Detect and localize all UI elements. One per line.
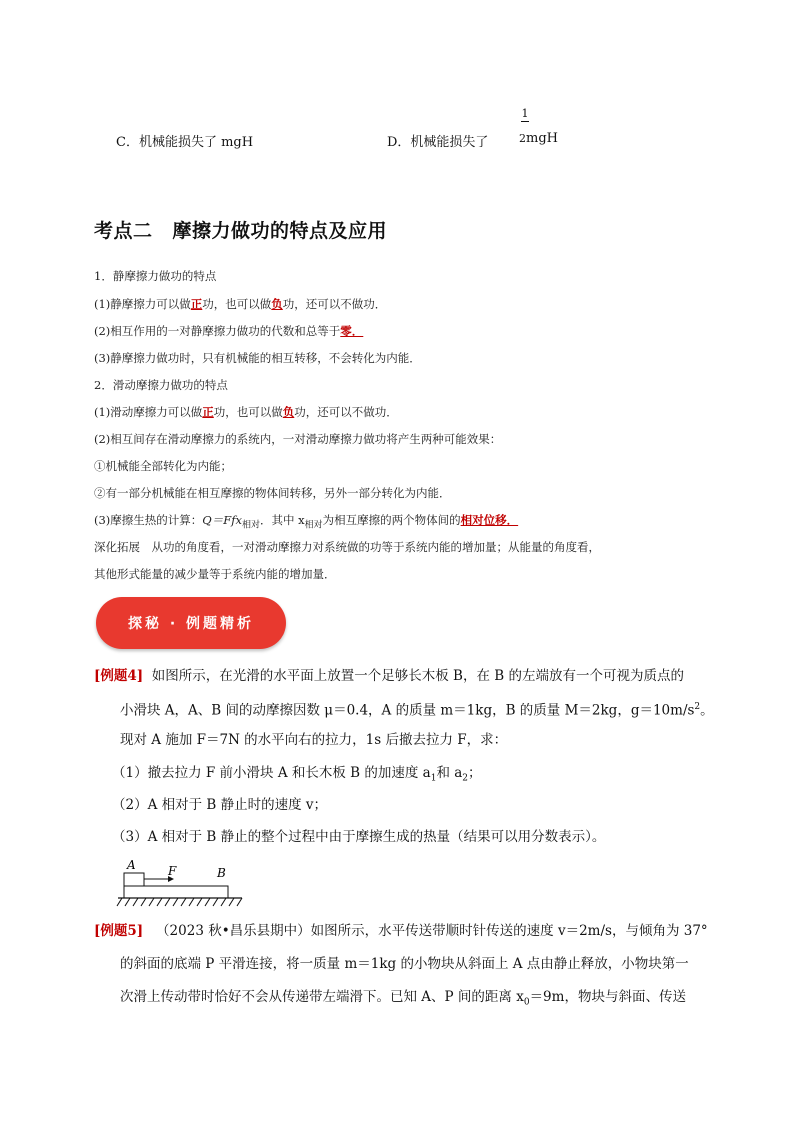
example4-tag: [例题4]: [94, 668, 144, 684]
board-b: [124, 886, 228, 898]
extension-line-2: 其他形式能量的减少量等于系统内能的增加量．: [94, 567, 336, 581]
option-d-suffix: [519, 131, 558, 146]
option-d-mgh: mgH: [526, 131, 558, 146]
answer-zero: 零．: [340, 324, 364, 338]
answer-negative-2: 负: [282, 405, 295, 419]
example4-line3: 现对 A 施加 F＝7N 的水平向右的拉力，1s 后撤去拉力 F，求：: [120, 732, 508, 748]
fraction-numerator: 1: [521, 107, 529, 120]
point-static-1: (1)静摩擦力可以做正功，也可以做负功，还可以不做功．: [94, 297, 387, 311]
point-static-3: (3)静摩擦力做功时，只有机械能的相互转移，不会转化为内能．: [94, 351, 421, 365]
answer-negative: 负: [271, 297, 283, 311]
point-kinetic-2-2: ②有一部分机械能在相互摩擦的物体间转移，另外一部分转化为内能．: [94, 486, 451, 500]
fraction-denominator: 2: [519, 132, 526, 145]
point-kinetic-3: (3)摩擦生热的计算：Q＝Ffx$_{相对}$．其中 $x_{相对}$为相互摩擦的两个物体间的相对位移．: [94, 513, 519, 531]
option-c: C．机械能损失了 mgH: [116, 135, 254, 150]
example4-question2: （2）A 相对于 B 静止时的速度 v；: [112, 797, 328, 813]
example4-line2: 小滑块 A，A、B 间的动摩擦因数 μ＝0.4，A 的质量 m＝1kg，B 的质量 M＝2kg，$g=10m/s^2$。: [120, 702, 714, 719]
section-prefix: 考点二: [94, 220, 153, 242]
ground-hatching: [117, 898, 242, 906]
option-d: [387, 131, 488, 150]
banner-label: 探秘 · 例题精析: [127, 616, 255, 632]
label-a: A: [127, 858, 136, 872]
point-heading-2: 2．滑动摩擦力做功的特点: [94, 378, 228, 392]
answer-relative-displacement: 相对位移．: [460, 513, 519, 527]
example5-tag: [例题5]: [94, 923, 144, 939]
point-kinetic-2: (2)相互间存在滑动摩擦力的系统内，一对滑动摩擦力做功将产生两种可能效果：: [94, 432, 502, 446]
point-heading-1: 1．静摩擦力做功的特点: [94, 269, 217, 283]
example5-line3: 次滑上传动带时恰好不会从传递带左端滑下。已知 A、P 间的距离 $x_0=9m$，物块与斜面、传送: [120, 989, 686, 1008]
section-heading: 摩擦力做功的特点及应用: [172, 220, 388, 242]
label-f: F: [168, 864, 177, 878]
example4-line1: [例题4] 如图所示，在光滑的水平面上放置一个足够长木板 B，在 B 的左端放有一个可视为质点的: [94, 668, 684, 684]
option-d-label: D．机械能损失了: [387, 135, 489, 150]
example4-question3: （3）A 相对于 B 静止的整个过程中由于摩擦生成的热量（结果可以用分数表示）。: [112, 829, 606, 845]
answer-positive: 正: [190, 297, 203, 311]
answer-positive-2: 正: [202, 405, 214, 419]
example5-line1: [例题5] （2023 秋•昌乐县期中）如图所示，水平传送带顺时针传送的速度 v＝2m/s，与倾角为 37°: [94, 923, 708, 939]
label-b: B: [217, 866, 226, 880]
example4-question1: （1）撤去拉力 F 前小滑块 A 和长木板 B 的加速度 $a_1$和 $a_2$；: [112, 765, 482, 784]
point-kinetic-2-1: ①机械能全部转化为内能；: [94, 459, 232, 473]
block-a: [124, 873, 144, 886]
section-title: [94, 216, 387, 243]
fraction-one-half: [518, 108, 532, 122]
heat-formula: Q＝Ffx: [202, 513, 242, 527]
block-board-figure: [110, 855, 250, 910]
example5-line2: 的斜面的底端 P 平滑连接，将一质量 m＝1kg 的小物块从斜面上 A 点由静止释放，小物块第一: [120, 956, 689, 972]
point-static-2: (2)相互作用的一对静摩擦力做功的代数和总等于零．: [94, 324, 364, 338]
point-kinetic-1: (1)滑动摩擦力可以做正功，也可以做负功，还可以不做功．: [94, 405, 398, 419]
example-banner: [96, 597, 286, 649]
extension-line-1: 深化拓展 从功的角度看，一对滑动摩擦力对系统做的功等于系统内能的增加量；从能量的角度看，: [94, 540, 600, 554]
